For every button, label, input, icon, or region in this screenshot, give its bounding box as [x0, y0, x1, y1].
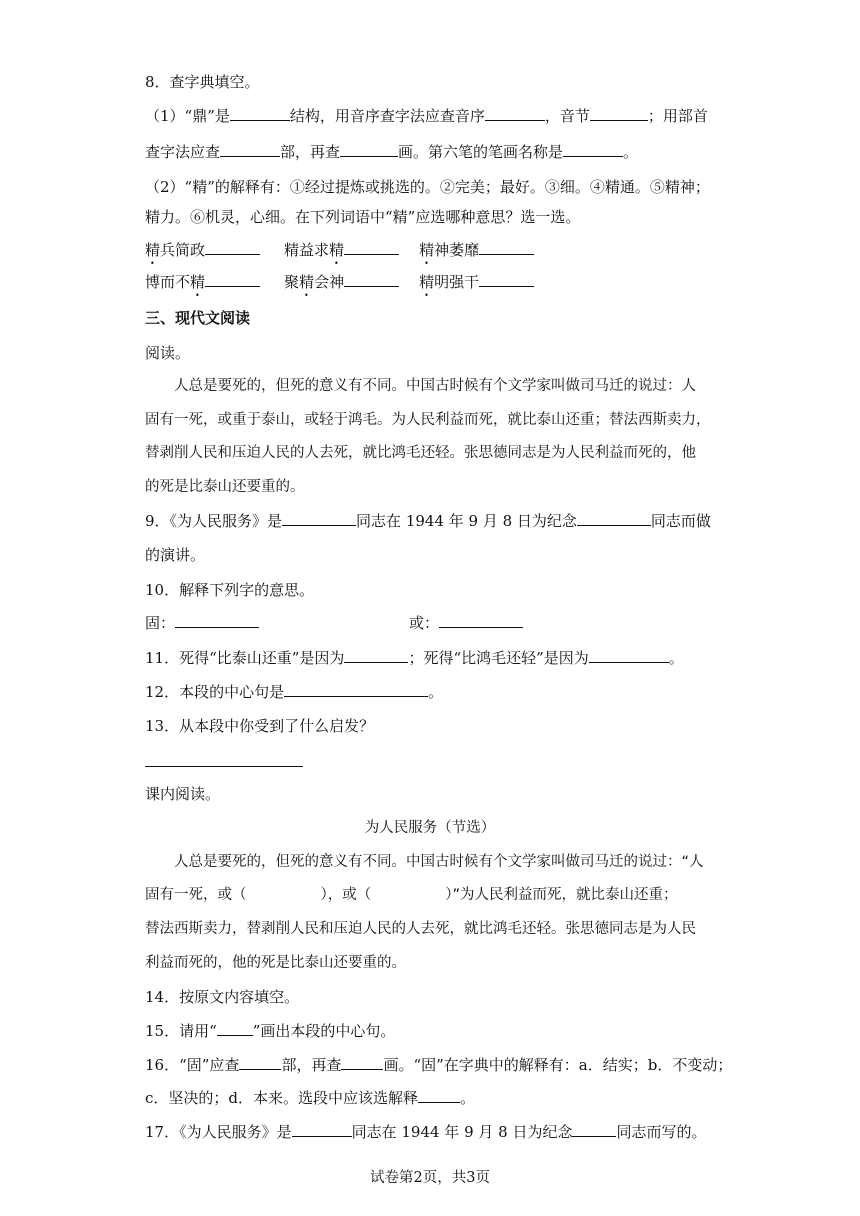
blank[interactable] [344, 272, 399, 287]
q12-line: 12．本段的中心句是 。 [145, 683, 444, 701]
blank[interactable] [341, 1055, 383, 1070]
page-footer: 试卷第2页，共3页 [370, 1170, 490, 1186]
blank[interactable] [175, 613, 259, 628]
q10-title: 10．解释下列字的意思。 [145, 581, 315, 599]
passage-line: 利益而死的，他的死是比泰山还要重的。 [145, 955, 406, 971]
q8-title: 8．查字典填空。 [145, 73, 260, 91]
blank[interactable] [239, 1055, 281, 1070]
q16-line2: c．坚决的；d．本来。选段中应该选解释 。 [145, 1089, 476, 1107]
passage-line: 人总是要死的，但死的意义有不同。中国古时候有个文学家叫做司马迁的说过：“人 [174, 854, 704, 870]
q16-line1: 16．“固”应查 部，再查 画。“固”在字典中的解释有：a．结实；b．不变动； [145, 1056, 733, 1074]
q11-line: 11．死得“比泰山还重”是因为 ；死得“比鸿毛还轻”是因为 。 [145, 649, 684, 667]
blank[interactable] [284, 682, 428, 697]
q9-line2: 的演讲。 [145, 546, 206, 564]
blank[interactable] [220, 142, 280, 157]
blank[interactable] [340, 142, 398, 157]
blank[interactable] [292, 1122, 352, 1137]
word-item: 精益求精 [284, 241, 345, 259]
blank[interactable] [479, 240, 534, 255]
blank[interactable] [282, 511, 356, 526]
word-item: 博而不精 [145, 273, 206, 291]
q13-title: 13．从本段中你受到了什么启发？ [145, 717, 375, 735]
blank[interactable] [485, 106, 545, 121]
reading-intro: 阅读。 [145, 344, 191, 362]
word-item: 精兵简政 [145, 241, 206, 259]
q9-line1: 9．《为人民服务》是 同志在 1944 年 9 月 8 日为纪念 同志而做 [145, 512, 711, 530]
passage-line: 替法西斯卖力，替剥削人民和压迫人民的人去死，就比鸿毛还轻。张思德同志是为人民 [145, 921, 696, 937]
q15-line: 15．请用“ ”画出本段的中心句。 [145, 1022, 396, 1040]
blank[interactable] [572, 1122, 616, 1137]
word-item: 精神萎靡 [419, 241, 480, 259]
blank[interactable] [205, 272, 260, 287]
blank[interactable] [577, 511, 651, 526]
q8-part2-line1: （2）“精”的解释有：①经过提炼或挑选的。②完美；最好。③细。④精通。⑤精神； [145, 178, 710, 196]
q10-gu: 固： [145, 613, 259, 633]
q8-part1-line2: 查字法应查 部，再查 画。第六笔的笔画名称是 。 [145, 143, 639, 161]
blank[interactable] [344, 648, 408, 663]
q8-words-row2 [145, 272, 534, 300]
section-title: 三、现代文阅读 [145, 309, 251, 327]
blank[interactable] [590, 106, 648, 121]
q10-huo: 或： [409, 613, 523, 633]
blank[interactable] [418, 1088, 460, 1103]
passage-line: 固有一死，或重于泰山，或轻于鸿毛。为人民利益而死，就比泰山还重；替法西斯卖力， [145, 412, 711, 428]
q8-words-row1 [145, 240, 534, 268]
q8-part2-line2: 精力。⑥机灵，心细。在下列词语中“精”应选哪种意思？选一选。 [145, 208, 581, 226]
blank[interactable] [563, 142, 623, 157]
underline-sample [217, 1021, 253, 1036]
blank[interactable] [230, 106, 290, 121]
passage-title: 为人民服务（节选） [364, 820, 496, 836]
passage-line: 的死是比泰山还要重的。 [145, 479, 305, 495]
q14-title: 14．按原文内容填空。 [145, 988, 300, 1006]
blank[interactable] [589, 648, 669, 663]
answer-line[interactable] [145, 766, 303, 767]
q8-part1-line1: （1）“鼎”是 结构，用音序查字法应查音序 ，音节 ；用部首 [145, 107, 708, 125]
blank[interactable] [344, 240, 399, 255]
q17-line: 17．《为人民服务》是 同志在 1944 年 9 月 8 日为纪念 同志而写的。 [145, 1123, 707, 1141]
blank[interactable] [205, 240, 260, 255]
word-item: 精明强干 [419, 273, 480, 291]
passage-line: 替剥削人民和压迫人民的人去死，就比鸿毛还轻。张思德同志是为人民利益而死的，他 [145, 445, 696, 461]
passage-line-with-blanks: 固有一死，或（ ），或（ ）”为人民利益而死，就比泰山还重； [145, 887, 678, 903]
blank[interactable] [439, 613, 523, 628]
reading2-intro: 课内阅读。 [145, 785, 221, 803]
word-item: 聚精会神 [284, 273, 345, 291]
blank[interactable] [479, 272, 534, 287]
passage-line: 人总是要死的，但死的意义有不同。中国古时候有个文学家叫做司马迁的说过：人 [174, 378, 696, 394]
